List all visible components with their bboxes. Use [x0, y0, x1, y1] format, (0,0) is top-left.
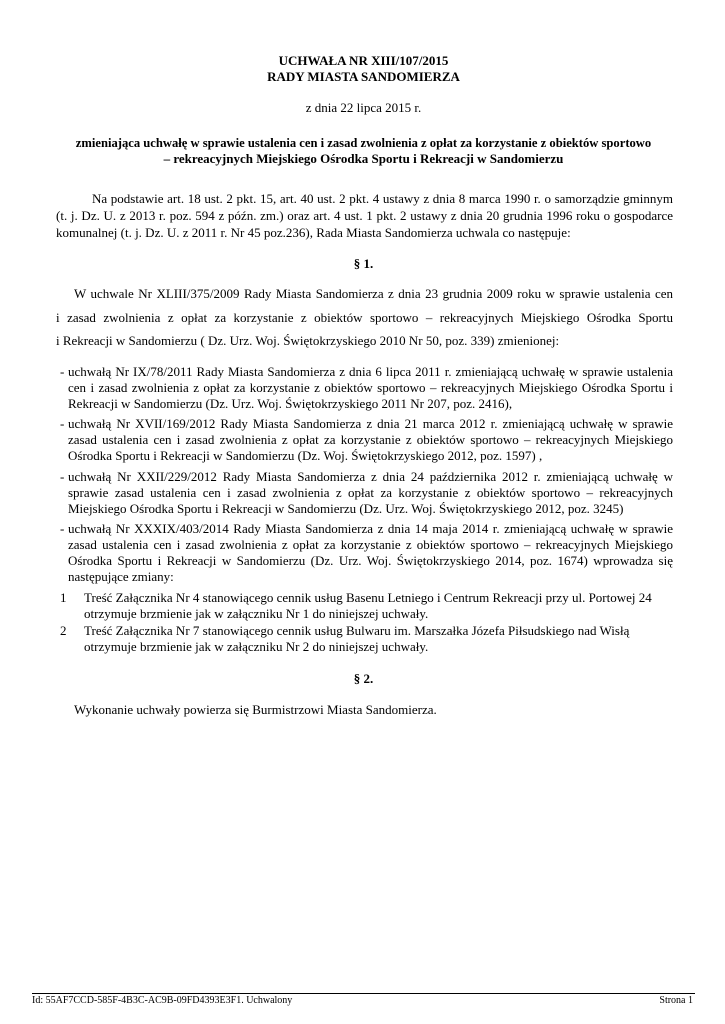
section-2-text: Wykonanie uchwały powierza się Burmistrzowi Miasta Sandomierza. — [74, 702, 437, 717]
resolution-number: UCHWAŁA NR XIII/107/2015 — [278, 53, 449, 68]
page-number: Strona 1 — [659, 995, 693, 1006]
section-2-heading: § 2. — [353, 671, 374, 686]
change-text: Treść Załącznika Nr 7 stanowiącego cennik usług Bulwaru im. Marszałka Józefa Piłsudskiego nad Wisłą otrzymuje brzmienie jak w załączniku Nr 2 do niniejszej uchwały. — [84, 623, 630, 654]
dash-marker: - — [60, 521, 65, 536]
preamble: Na podstawie art. 18 ust. 2 pkt. 15, art. 40 ust. 2 pkt. 4 ustawy z dnia 8 marca 1990 r. o samorządzie gminnym (t. j. Dz. U. z 2013 r. poz. 594 z późn. zm.) oraz art. 4 ust. 1 pkt. 2 ustawy z dnia 20 grudnia 1996 roku o gospodarce komunalnej (t. j. Dz. U. z 2011 r. Nr 45 poz.236), Rada Miasta Sandomierza uchwala co następuje: — [56, 191, 673, 240]
change-item — [60, 623, 673, 655]
section-1-intro-line-3: i Rekreacji w Sandomierzu ( Dz. Urz. Woj. Świętokrzyskiego 2010 Nr 50, poz. 339) zmienionej: — [56, 333, 560, 348]
change-item — [60, 590, 673, 622]
document-id: Id: 55AF7CCD-585F-4B3C-AC9B-09FD4393E3F1. Uchwalony — [32, 995, 293, 1006]
council-name: RADY MIASTA SANDOMIERZA — [267, 69, 460, 84]
section-1-intro-line-2: i zasad zwolnienia z opłat za korzystanie z obiektów sportowo – rekreacyjnych Miejskiego Ośrodka Sportu — [56, 310, 673, 325]
amendment-item — [60, 469, 673, 517]
subject-line-1: zmieniająca uchwałę w sprawie ustalenia cen i zasad zwolnienia z opłat za korzystanie z obiektów sportowo — [75, 136, 652, 150]
section-1-intro-line-1: W uchwale Nr XLIII/375/2009 Rady Miasta Sandomierza z dnia 23 grudnia 2009 roku w sprawie ustalenia cen — [74, 286, 673, 301]
change-number: 1 — [60, 590, 67, 605]
dash-marker: - — [60, 364, 65, 379]
change-number: 2 — [60, 623, 67, 638]
resolution-date: z dnia 22 lipca 2015 r. — [305, 100, 422, 115]
amendment-text: uchwałą Nr XXII/229/2012 Rady Miasta Sandomierza z dnia 24 października 2012 r. zmieniającą uchwałę w sprawie zasad ustalenia cen i zasad zwolnienia z opłat za korzystanie z obiektów sportowo – rekreacyjnych Miejskiego Ośrodka Sportu i Rekreacji w Sandomierzu (Dz. Urz. Woj. Świętokrzyskiego 2012, poz. 3245) — [68, 469, 673, 516]
amendment-text: uchwałą Nr XXXIX/403/2014 Rady Miasta Sandomierza z dnia 14 maja 2014 r. zmieniającą uchwałę w sprawie zasad ustalenia cen i zasad zwolnienia z opłat za korzystanie z obiektów sportowo – rekreacyjnych Miejskiego Ośrodka Sportu i Rekreacji w Sandomierzu (Dz. Urz. Woj. Świętokrzyskiego 2014, poz. 1674) wprowadza się następujące zmiany: — [68, 521, 673, 584]
section-1-heading: § 1. — [353, 256, 374, 271]
dash-marker: - — [60, 469, 65, 484]
footer-divider — [32, 993, 695, 994]
dash-marker: - — [60, 416, 65, 431]
change-text: Treść Załącznika Nr 4 stanowiącego cennik usług Basenu Letniego i Centrum Rekreacji przy ul. Portowej 24 otrzymuje brzmienie jak w załączniku Nr 1 do niniejszej uchwały. — [84, 590, 652, 621]
amendment-item — [60, 521, 673, 585]
amendment-text: uchwałą Nr XVII/169/2012 Rady Miasta Sandomierza z dnia 21 marca 2012 r. zmieniającą uchwałę w sprawie zasad ustalenia cen i zasad zwolnienia z opłat za korzystanie z obiektów sportowo – rekreacyjnych Miejskiego Ośrodka Sportu i Rekreacji w Sandomierzu (Dz. Woj. Świętokrzyskiego 2012, poz. 1597) , — [68, 416, 673, 463]
amendment-text: uchwałą Nr IX/78/2011 Rady Miasta Sandomierza z dnia 6 lipca 2011 r. zmieniającą uchwałę w sprawie ustalenia cen i zasad zwolnienia z opłat za korzystanie z obiektów sportowo – rekreacyjnych Miejskiego Ośrodka Sportu i Rekreacji w Sandomierzu (Dz. Urz. Woj. Świętokrzyskiego 2011 Nr 207, poz. 2416), — [68, 364, 673, 411]
subject-line-2: – rekreacyjnych Miejskiego Ośrodka Sportu i Rekreacji w Sandomierzu — [163, 151, 564, 166]
amendment-item — [60, 364, 673, 412]
amendment-item — [60, 416, 673, 464]
